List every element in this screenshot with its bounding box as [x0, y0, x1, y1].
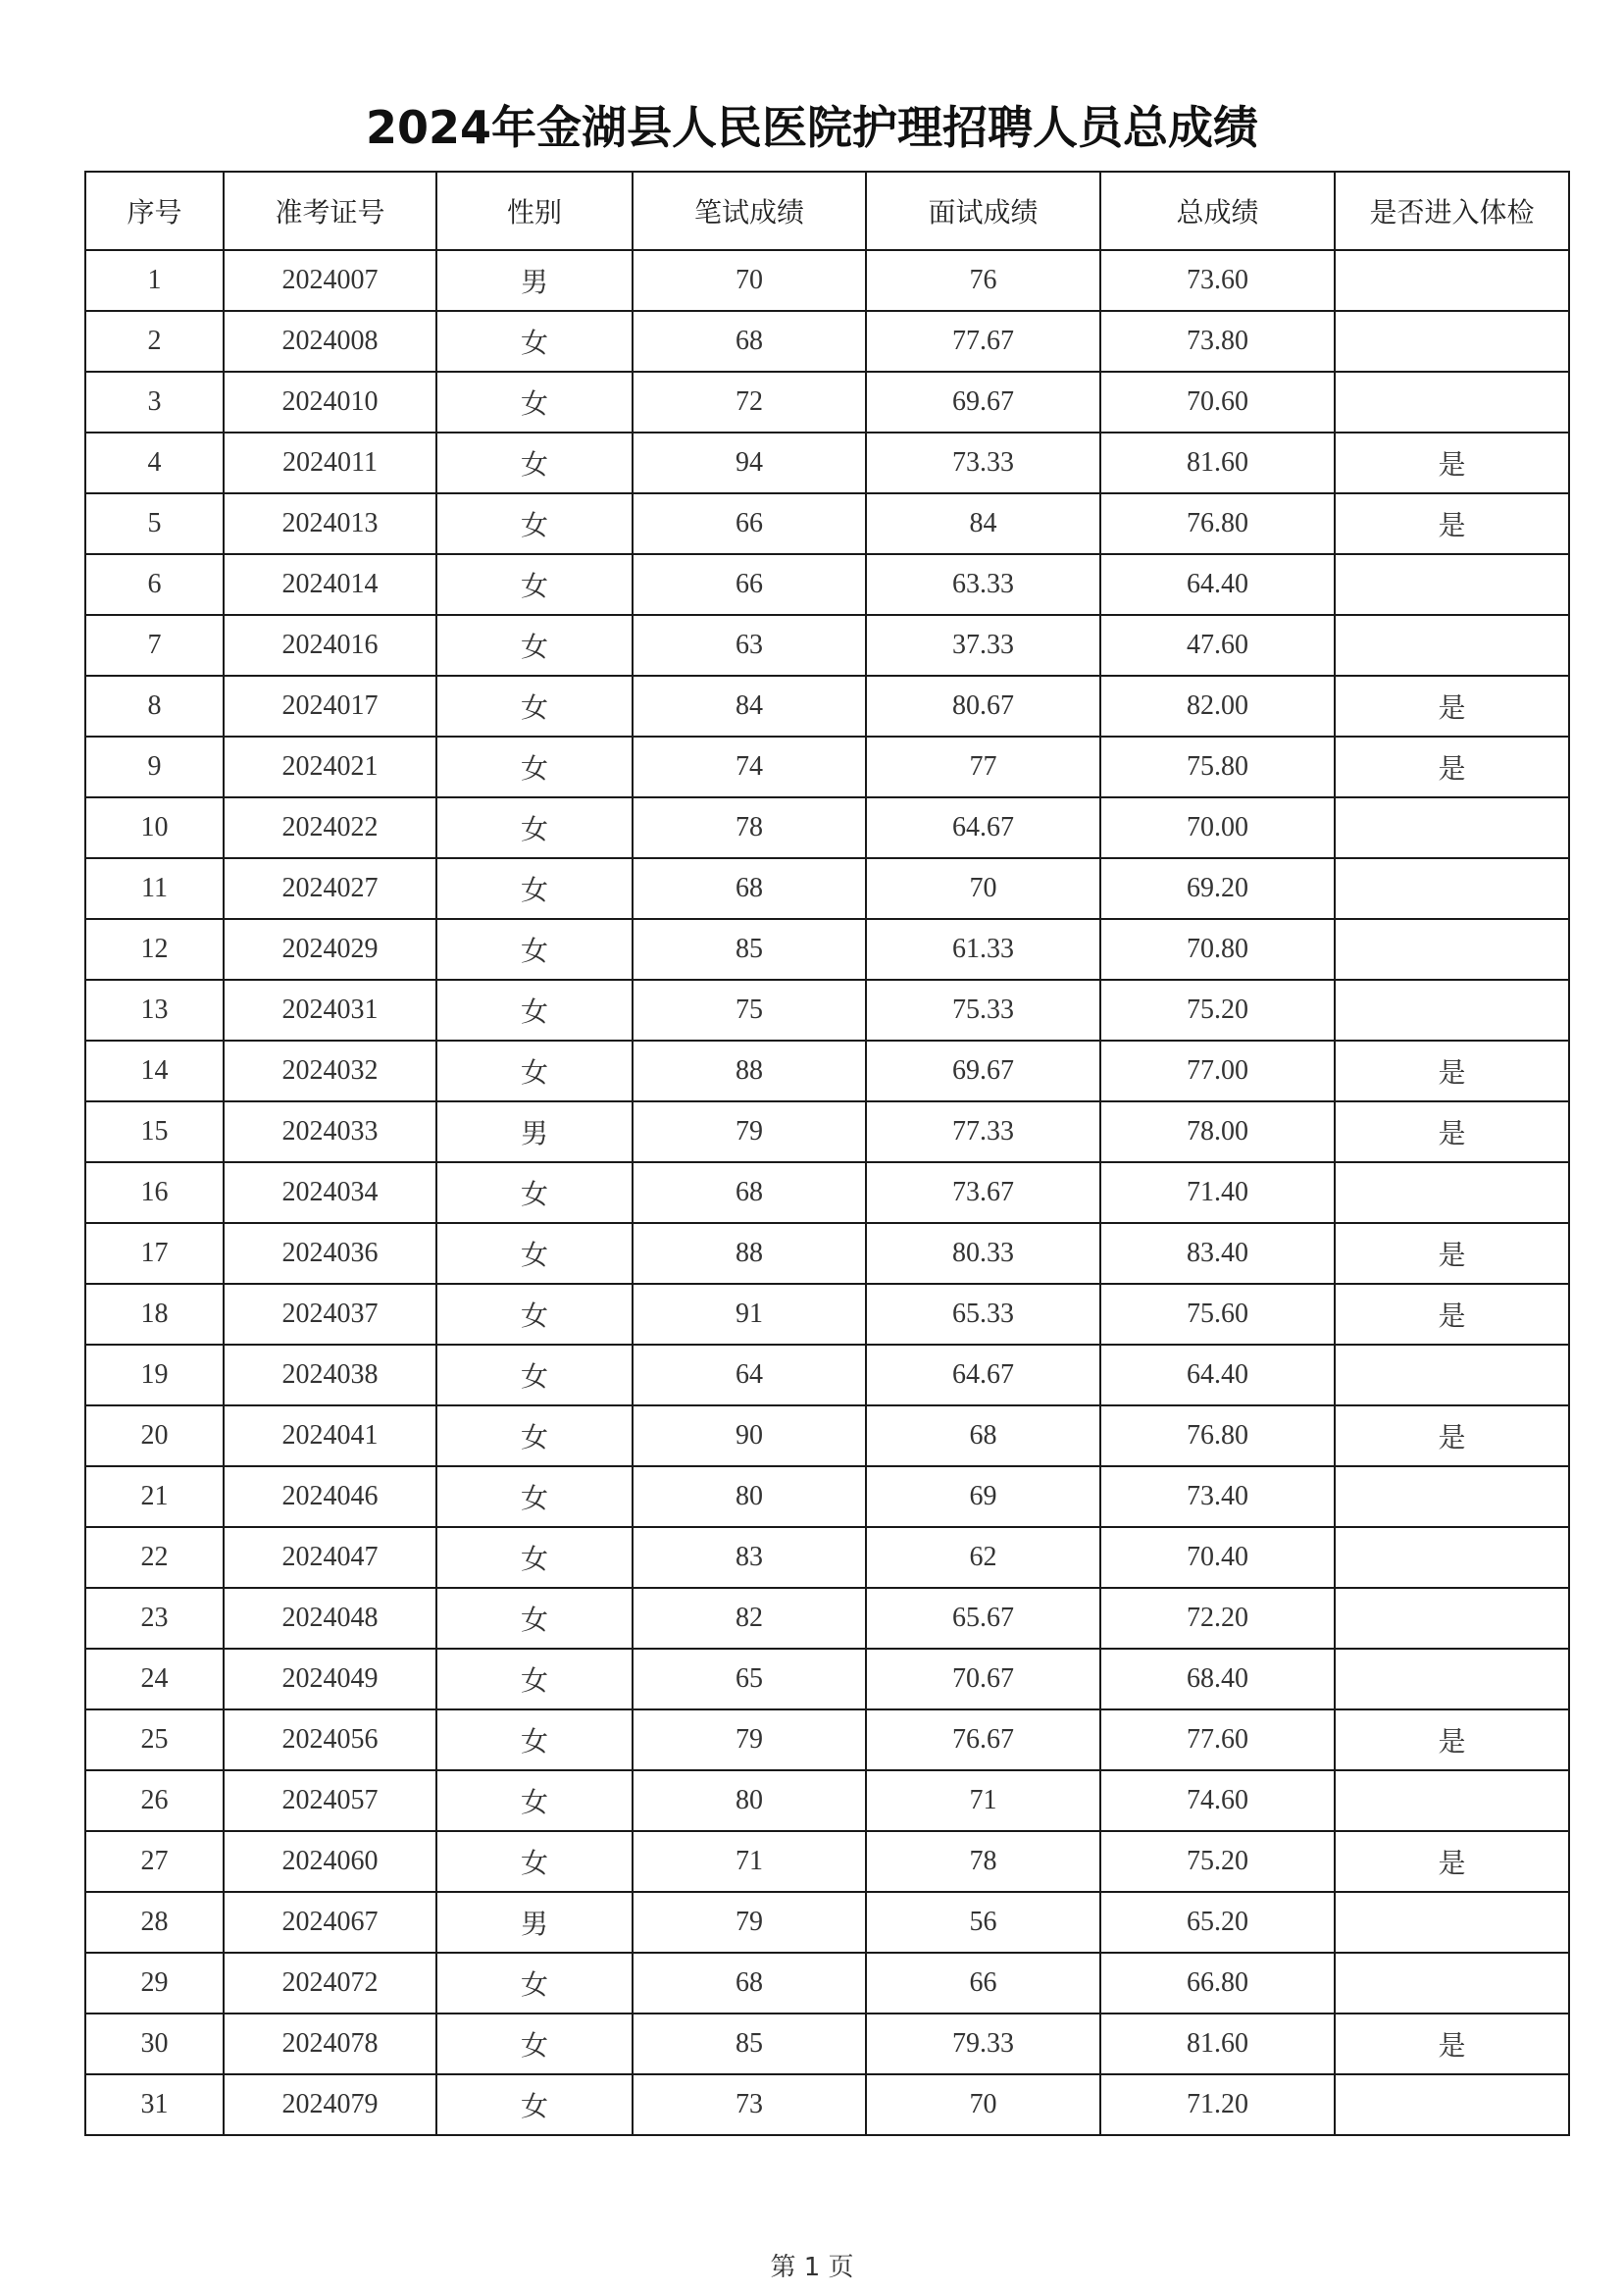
cell-medical-exam: [1335, 1892, 1569, 1953]
cell-gender: 女: [436, 2014, 633, 2074]
cell-medical-exam: [1335, 554, 1569, 615]
cell-medical-exam: 是: [1335, 1041, 1569, 1101]
cell-total-score: 69.20: [1100, 858, 1335, 919]
cell-total-score: 64.40: [1100, 554, 1335, 615]
cell-gender: 女: [436, 797, 633, 858]
cell-interview-score: 56: [866, 1892, 1100, 1953]
cell-index: 27: [85, 1831, 224, 1892]
cell-interview-score: 73.33: [866, 433, 1100, 493]
cell-exam-id: 2024016: [224, 615, 436, 676]
table-header-row: [85, 172, 1569, 250]
table-row: [85, 1405, 1569, 1466]
page-number: 第 1 页: [770, 2253, 854, 2282]
cell-written-score: 66: [633, 493, 866, 554]
table-row: [85, 1101, 1569, 1162]
cell-total-score: 77.60: [1100, 1709, 1335, 1770]
cell-index: 11: [85, 858, 224, 919]
score-table: [84, 171, 1570, 2136]
cell-total-score: 75.60: [1100, 1284, 1335, 1345]
cell-total-score: 81.60: [1100, 433, 1335, 493]
cell-interview-score: 66: [866, 1953, 1100, 2014]
cell-gender: 男: [436, 1101, 633, 1162]
table-row: [85, 1527, 1569, 1588]
cell-gender: 女: [436, 311, 633, 372]
cell-gender: 女: [436, 372, 633, 433]
cell-index: 21: [85, 1466, 224, 1527]
cell-total-score: 73.40: [1100, 1466, 1335, 1527]
cell-gender: 女: [436, 676, 633, 737]
cell-gender: 男: [436, 1892, 633, 1953]
table-row: [85, 615, 1569, 676]
cell-index: 6: [85, 554, 224, 615]
column-header-medical-exam: 是否进入体检: [1335, 172, 1569, 250]
table-row: [85, 1770, 1569, 1831]
cell-exam-id: 2024021: [224, 737, 436, 797]
cell-interview-score: 65.67: [866, 1588, 1100, 1649]
cell-gender: 女: [436, 1466, 633, 1527]
cell-written-score: 68: [633, 311, 866, 372]
cell-written-score: 72: [633, 372, 866, 433]
cell-medical-exam: [1335, 311, 1569, 372]
cell-total-score: 75.20: [1100, 980, 1335, 1041]
cell-total-score: 71.40: [1100, 1162, 1335, 1223]
cell-written-score: 79: [633, 1101, 866, 1162]
cell-written-score: 68: [633, 1162, 866, 1223]
cell-total-score: 74.60: [1100, 1770, 1335, 1831]
cell-exam-id: 2024027: [224, 858, 436, 919]
cell-medical-exam: [1335, 797, 1569, 858]
cell-medical-exam: [1335, 1588, 1569, 1649]
cell-written-score: 88: [633, 1041, 866, 1101]
cell-medical-exam: 是: [1335, 737, 1569, 797]
cell-medical-exam: 是: [1335, 1831, 1569, 1892]
cell-medical-exam: 是: [1335, 1284, 1569, 1345]
cell-index: 18: [85, 1284, 224, 1345]
cell-index: 17: [85, 1223, 224, 1284]
cell-exam-id: 2024037: [224, 1284, 436, 1345]
cell-written-score: 70: [633, 250, 866, 311]
cell-exam-id: 2024008: [224, 311, 436, 372]
cell-interview-score: 68: [866, 1405, 1100, 1466]
cell-written-score: 64: [633, 1345, 866, 1405]
cell-index: 5: [85, 493, 224, 554]
cell-medical-exam: 是: [1335, 2014, 1569, 2074]
cell-written-score: 78: [633, 797, 866, 858]
cell-medical-exam: 是: [1335, 1223, 1569, 1284]
cell-written-score: 74: [633, 737, 866, 797]
cell-interview-score: 63.33: [866, 554, 1100, 615]
table-row: [85, 1953, 1569, 2014]
cell-index: 25: [85, 1709, 224, 1770]
cell-exam-id: 2024060: [224, 1831, 436, 1892]
table-row: [85, 980, 1569, 1041]
table-row: [85, 1892, 1569, 1953]
cell-exam-id: 2024029: [224, 919, 436, 980]
cell-medical-exam: [1335, 1649, 1569, 1709]
cell-index: 20: [85, 1405, 224, 1466]
table-row: [85, 433, 1569, 493]
cell-interview-score: 77: [866, 737, 1100, 797]
column-header-total-score: 总成绩: [1100, 172, 1335, 250]
cell-index: 22: [85, 1527, 224, 1588]
cell-total-score: 72.20: [1100, 1588, 1335, 1649]
cell-interview-score: 61.33: [866, 919, 1100, 980]
cell-exam-id: 2024079: [224, 2074, 436, 2135]
cell-total-score: 70.60: [1100, 372, 1335, 433]
cell-interview-score: 78: [866, 1831, 1100, 1892]
table-row: [85, 2074, 1569, 2135]
cell-gender: 女: [436, 2074, 633, 2135]
cell-total-score: 78.00: [1100, 1101, 1335, 1162]
cell-total-score: 71.20: [1100, 2074, 1335, 2135]
cell-medical-exam: [1335, 1345, 1569, 1405]
cell-written-score: 84: [633, 676, 866, 737]
cell-interview-score: 80.67: [866, 676, 1100, 737]
cell-medical-exam: [1335, 372, 1569, 433]
cell-total-score: 70.80: [1100, 919, 1335, 980]
cell-gender: 女: [436, 1649, 633, 1709]
cell-exam-id: 2024031: [224, 980, 436, 1041]
cell-index: 19: [85, 1345, 224, 1405]
cell-index: 14: [85, 1041, 224, 1101]
table-row: [85, 554, 1569, 615]
cell-interview-score: 80.33: [866, 1223, 1100, 1284]
cell-total-score: 76.80: [1100, 493, 1335, 554]
cell-medical-exam: [1335, 1527, 1569, 1588]
table-row: [85, 1162, 1569, 1223]
cell-index: 16: [85, 1162, 224, 1223]
cell-written-score: 83: [633, 1527, 866, 1588]
cell-interview-score: 37.33: [866, 615, 1100, 676]
cell-gender: 女: [436, 433, 633, 493]
cell-index: 8: [85, 676, 224, 737]
cell-written-score: 75: [633, 980, 866, 1041]
column-header-interview-score: 面试成绩: [866, 172, 1100, 250]
cell-interview-score: 70: [866, 2074, 1100, 2135]
cell-total-score: 83.40: [1100, 1223, 1335, 1284]
cell-interview-score: 84: [866, 493, 1100, 554]
cell-index: 28: [85, 1892, 224, 1953]
cell-index: 12: [85, 919, 224, 980]
cell-written-score: 68: [633, 1953, 866, 2014]
cell-gender: 女: [436, 1770, 633, 1831]
cell-total-score: 65.20: [1100, 1892, 1335, 1953]
cell-medical-exam: 是: [1335, 1101, 1569, 1162]
cell-exam-id: 2024038: [224, 1345, 436, 1405]
cell-written-score: 82: [633, 1588, 866, 1649]
cell-index: 13: [85, 980, 224, 1041]
cell-gender: 女: [436, 615, 633, 676]
column-header-written-score: 笔试成绩: [633, 172, 866, 250]
cell-total-score: 75.80: [1100, 737, 1335, 797]
cell-exam-id: 2024034: [224, 1162, 436, 1223]
cell-written-score: 91: [633, 1284, 866, 1345]
cell-medical-exam: 是: [1335, 676, 1569, 737]
cell-gender: 女: [436, 858, 633, 919]
cell-interview-score: 77.33: [866, 1101, 1100, 1162]
cell-exam-id: 2024046: [224, 1466, 436, 1527]
cell-written-score: 80: [633, 1770, 866, 1831]
cell-exam-id: 2024047: [224, 1527, 436, 1588]
cell-interview-score: 70: [866, 858, 1100, 919]
cell-exam-id: 2024057: [224, 1770, 436, 1831]
cell-exam-id: 2024007: [224, 250, 436, 311]
cell-index: 30: [85, 2014, 224, 2074]
cell-gender: 女: [436, 1953, 633, 2014]
column-header-exam-id: 准考证号: [224, 172, 436, 250]
cell-exam-id: 2024048: [224, 1588, 436, 1649]
table-row: [85, 1466, 1569, 1527]
cell-written-score: 63: [633, 615, 866, 676]
cell-interview-score: 62: [866, 1527, 1100, 1588]
cell-exam-id: 2024017: [224, 676, 436, 737]
cell-total-score: 77.00: [1100, 1041, 1335, 1101]
cell-interview-score: 64.67: [866, 1345, 1100, 1405]
cell-medical-exam: [1335, 615, 1569, 676]
cell-medical-exam: [1335, 980, 1569, 1041]
cell-gender: 男: [436, 250, 633, 311]
cell-medical-exam: [1335, 1953, 1569, 2014]
cell-interview-score: 64.67: [866, 797, 1100, 858]
cell-exam-id: 2024010: [224, 372, 436, 433]
cell-total-score: 68.40: [1100, 1649, 1335, 1709]
cell-gender: 女: [436, 1223, 633, 1284]
table-row: [85, 1831, 1569, 1892]
cell-exam-id: 2024013: [224, 493, 436, 554]
cell-gender: 女: [436, 1527, 633, 1588]
cell-exam-id: 2024033: [224, 1101, 436, 1162]
cell-total-score: 81.60: [1100, 2014, 1335, 2074]
table-row: [85, 1709, 1569, 1770]
cell-index: 4: [85, 433, 224, 493]
cell-total-score: 73.80: [1100, 311, 1335, 372]
cell-gender: 女: [436, 1709, 633, 1770]
cell-gender: 女: [436, 980, 633, 1041]
cell-medical-exam: [1335, 2074, 1569, 2135]
cell-written-score: 73: [633, 2074, 866, 2135]
cell-exam-id: 2024078: [224, 2014, 436, 2074]
cell-gender: 女: [436, 919, 633, 980]
cell-gender: 女: [436, 1041, 633, 1101]
cell-medical-exam: 是: [1335, 493, 1569, 554]
cell-written-score: 66: [633, 554, 866, 615]
cell-exam-id: 2024036: [224, 1223, 436, 1284]
cell-written-score: 85: [633, 919, 866, 980]
cell-total-score: 66.80: [1100, 1953, 1335, 2014]
cell-index: 29: [85, 1953, 224, 2014]
table-row: [85, 858, 1569, 919]
table-row: [85, 1649, 1569, 1709]
cell-index: 9: [85, 737, 224, 797]
cell-medical-exam: 是: [1335, 1709, 1569, 1770]
cell-total-score: 47.60: [1100, 615, 1335, 676]
cell-written-score: 65: [633, 1649, 866, 1709]
cell-gender: 女: [436, 1162, 633, 1223]
cell-gender: 女: [436, 554, 633, 615]
cell-medical-exam: [1335, 1162, 1569, 1223]
cell-interview-score: 76: [866, 250, 1100, 311]
table-row: [85, 1041, 1569, 1101]
table-row: [85, 2014, 1569, 2074]
cell-interview-score: 76.67: [866, 1709, 1100, 1770]
cell-index: 15: [85, 1101, 224, 1162]
cell-interview-score: 79.33: [866, 2014, 1100, 2074]
table-row: [85, 676, 1569, 737]
table-row: [85, 311, 1569, 372]
cell-medical-exam: [1335, 858, 1569, 919]
cell-total-score: 76.80: [1100, 1405, 1335, 1466]
cell-exam-id: 2024041: [224, 1405, 436, 1466]
cell-index: 31: [85, 2074, 224, 2135]
cell-interview-score: 69: [866, 1466, 1100, 1527]
cell-gender: 女: [436, 737, 633, 797]
cell-exam-id: 2024056: [224, 1709, 436, 1770]
cell-medical-exam: [1335, 1770, 1569, 1831]
table-row: [85, 1223, 1569, 1284]
cell-written-score: 79: [633, 1709, 866, 1770]
table-row: [85, 797, 1569, 858]
table-row: [85, 1588, 1569, 1649]
table-row: [85, 919, 1569, 980]
cell-index: 26: [85, 1770, 224, 1831]
cell-exam-id: 2024049: [224, 1649, 436, 1709]
cell-interview-score: 71: [866, 1770, 1100, 1831]
cell-medical-exam: 是: [1335, 433, 1569, 493]
cell-interview-score: 73.67: [866, 1162, 1100, 1223]
cell-gender: 女: [436, 493, 633, 554]
cell-gender: 女: [436, 1405, 633, 1466]
cell-index: 24: [85, 1649, 224, 1709]
cell-total-score: 70.40: [1100, 1527, 1335, 1588]
cell-written-score: 85: [633, 2014, 866, 2074]
cell-exam-id: 2024011: [224, 433, 436, 493]
cell-interview-score: 77.67: [866, 311, 1100, 372]
cell-total-score: 73.60: [1100, 250, 1335, 311]
cell-gender: 女: [436, 1588, 633, 1649]
cell-gender: 女: [436, 1831, 633, 1892]
cell-total-score: 75.20: [1100, 1831, 1335, 1892]
cell-medical-exam: [1335, 919, 1569, 980]
cell-index: 1: [85, 250, 224, 311]
table-row: [85, 493, 1569, 554]
cell-gender: 女: [436, 1284, 633, 1345]
cell-interview-score: 69.67: [866, 1041, 1100, 1101]
column-header-index: 序号: [85, 172, 224, 250]
cell-index: 2: [85, 311, 224, 372]
column-header-gender: 性别: [436, 172, 633, 250]
table-row: [85, 1284, 1569, 1345]
table-row: [85, 250, 1569, 311]
cell-medical-exam: [1335, 1466, 1569, 1527]
cell-total-score: 70.00: [1100, 797, 1335, 858]
cell-exam-id: 2024022: [224, 797, 436, 858]
cell-written-score: 79: [633, 1892, 866, 1953]
cell-total-score: 64.40: [1100, 1345, 1335, 1405]
cell-exam-id: 2024067: [224, 1892, 436, 1953]
table-row: [85, 372, 1569, 433]
table-body: [85, 250, 1569, 2135]
cell-exam-id: 2024032: [224, 1041, 436, 1101]
cell-written-score: 94: [633, 433, 866, 493]
cell-total-score: 82.00: [1100, 676, 1335, 737]
cell-interview-score: 65.33: [866, 1284, 1100, 1345]
cell-exam-id: 2024072: [224, 1953, 436, 2014]
cell-index: 10: [85, 797, 224, 858]
table-row: [85, 737, 1569, 797]
cell-written-score: 90: [633, 1405, 866, 1466]
cell-written-score: 80: [633, 1466, 866, 1527]
cell-interview-score: 75.33: [866, 980, 1100, 1041]
cell-index: 3: [85, 372, 224, 433]
cell-gender: 女: [436, 1345, 633, 1405]
cell-written-score: 88: [633, 1223, 866, 1284]
cell-written-score: 68: [633, 858, 866, 919]
table-row: [85, 1345, 1569, 1405]
cell-medical-exam: [1335, 250, 1569, 311]
cell-interview-score: 70.67: [866, 1649, 1100, 1709]
cell-index: 7: [85, 615, 224, 676]
cell-exam-id: 2024014: [224, 554, 436, 615]
cell-interview-score: 69.67: [866, 372, 1100, 433]
cell-medical-exam: 是: [1335, 1405, 1569, 1466]
cell-index: 23: [85, 1588, 224, 1649]
cell-written-score: 71: [633, 1831, 866, 1892]
page-title: 2024年金湖县人民医院护理招聘人员总成绩: [365, 101, 1259, 154]
